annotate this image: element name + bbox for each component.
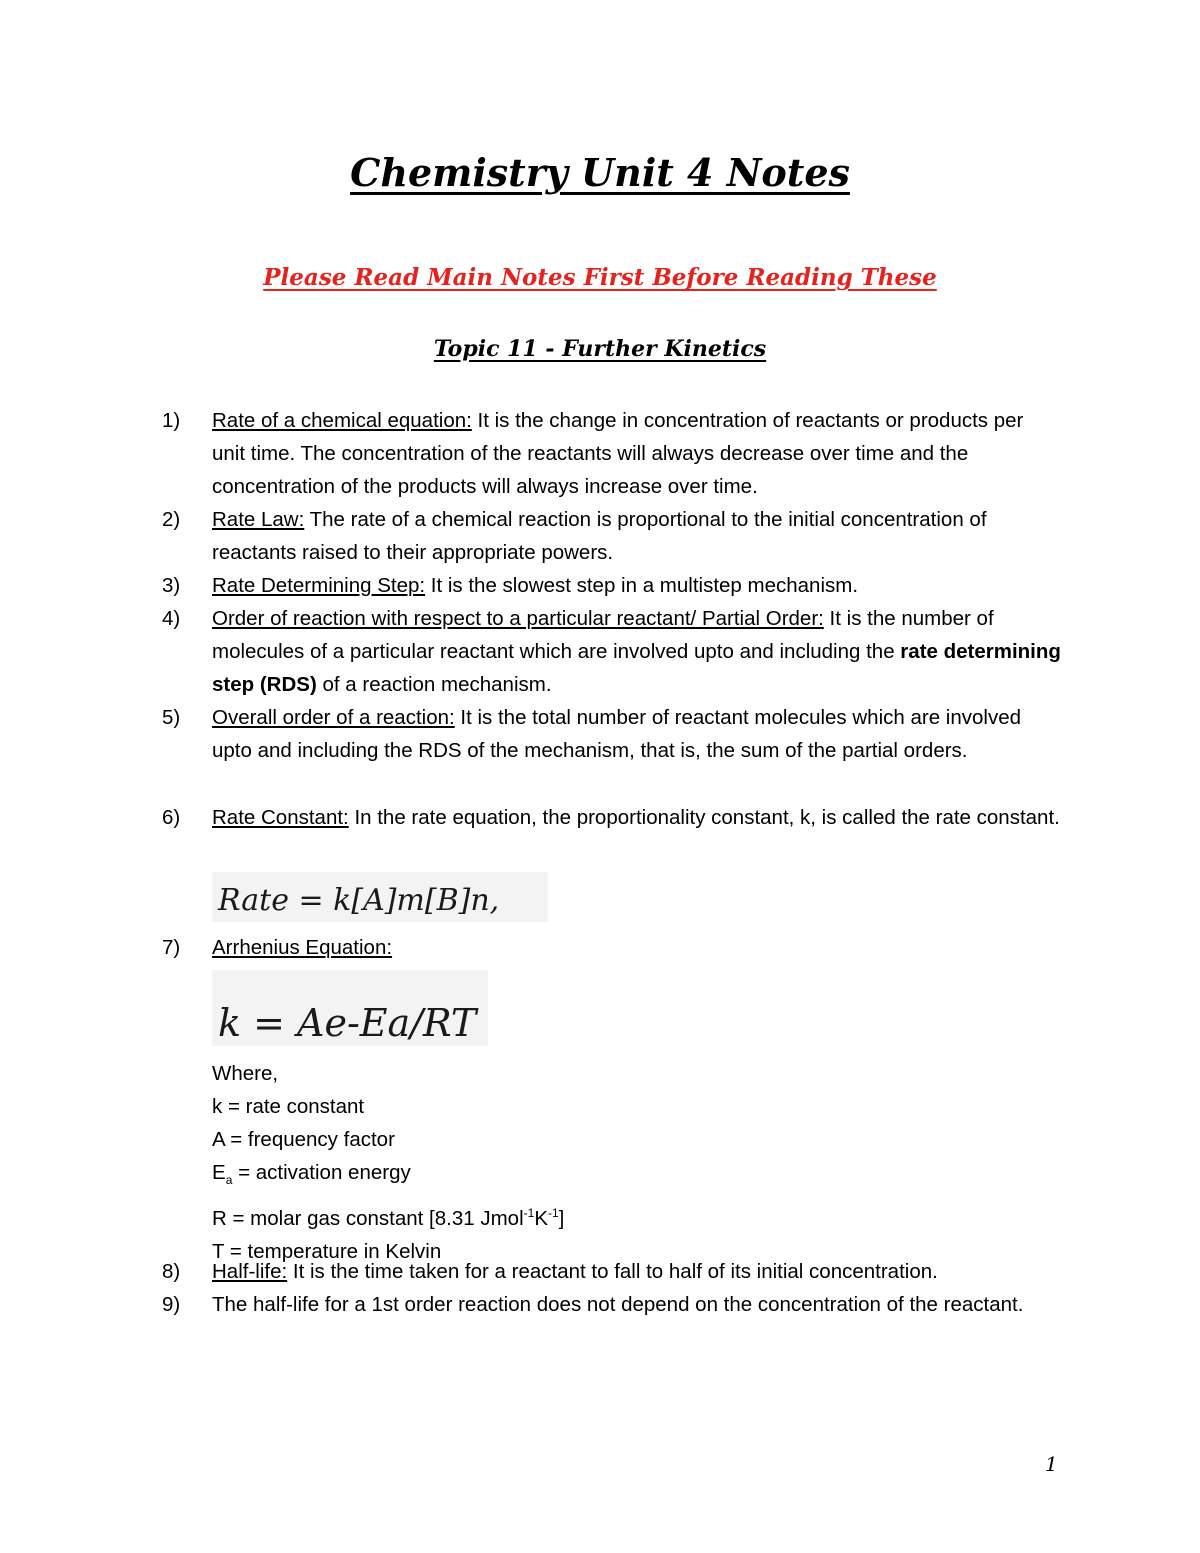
item-text: It is the total number of reactant molecules which are involved upto and including the RDS of the mechanism, that is, the sum of the partial orders. xyxy=(212,706,1022,762)
item-text: The rate of a chemical reaction is proportional to the initial concentration of reactants raised to their appropriate powers. xyxy=(212,508,987,564)
list-item xyxy=(162,404,1062,503)
arrhenius-equation-image xyxy=(212,970,488,1046)
item-number: 3) xyxy=(162,574,181,597)
definition-R: R = molar gas constant [8.31 $Jmol^{-1}K^{-1}$] xyxy=(212,1206,565,1230)
page-title: Chemistry Unit 4 Notes xyxy=(350,150,850,195)
item-number: 9) xyxy=(162,1293,181,1316)
variable-definitions xyxy=(212,1057,564,1268)
list-item xyxy=(162,1288,1062,1321)
where-heading: Where, xyxy=(212,1062,279,1085)
rate-equation-text: Rate = k[A]m[B]n, xyxy=(218,883,500,918)
item-term: Overall order of a reaction: xyxy=(212,706,455,729)
item-text: The half-life for a 1st order reaction does not depend on the concentration of the reactant. xyxy=(212,1293,1024,1316)
item-number: 5) xyxy=(162,706,181,729)
list-item xyxy=(162,801,1062,834)
item-number: 7) xyxy=(162,936,181,959)
item-term: Rate Determining Step: xyxy=(212,574,426,597)
list-item xyxy=(162,503,1062,569)
item-text: It is the number of molecules of a particular reactant which are involved upto and including the xyxy=(212,607,994,663)
list-item xyxy=(162,931,1062,964)
item-number: 4) xyxy=(162,607,181,630)
list-item xyxy=(162,569,1062,602)
item-text: It is the time taken for a reactant to fall to half of its initial concentration. xyxy=(287,1260,938,1283)
list-item xyxy=(162,602,1062,701)
definition-Ea: $E_a$ = activation energy xyxy=(212,1161,411,1188)
definition-A: A = frequency factor xyxy=(212,1128,395,1151)
item-term: Order of reaction with respect to a particular reactant/ Partial Order: xyxy=(212,607,824,630)
item-text: of a reaction mechanism. xyxy=(316,673,552,696)
item-bold-text: rate determining step (RDS) xyxy=(212,640,1061,696)
list-item xyxy=(162,1255,1062,1288)
item-text: It is the change in concentration of reactants or products per unit time. The concentration of the reactants will always decrease over time and the concentration of the products will always increase over time. xyxy=(212,409,1024,498)
item-term: Rate Constant: xyxy=(212,806,349,829)
item-number: 2) xyxy=(162,508,181,531)
item-term: Rate Law: xyxy=(212,508,305,531)
item-term: Rate of a chemical equation: xyxy=(212,409,472,432)
item-number: 1) xyxy=(162,409,181,432)
topic-heading: Topic 11 - Further Kinetics xyxy=(433,336,767,362)
arrhenius-equation-text: k = Ae-Ea/RT xyxy=(218,1001,477,1045)
item-number: 6) xyxy=(162,806,181,829)
definition-k: k = rate constant xyxy=(212,1095,365,1118)
item-text: It is the slowest step in a multistep mechanism. xyxy=(425,574,859,597)
page-number: 1 xyxy=(1045,1452,1058,1476)
list-item xyxy=(162,701,1062,767)
item-text: In the rate equation, the proportionality constant, k, is called the rate constant. xyxy=(348,806,1060,829)
rate-equation-image xyxy=(212,872,548,922)
item-term: Half-life: xyxy=(212,1260,288,1283)
page-subtitle: Please Read Main Notes First Before Reading These xyxy=(263,264,937,291)
item-term: Arrhenius Equation: xyxy=(212,936,393,959)
definition-T: T = temperature in Kelvin xyxy=(212,1239,442,1263)
item-number: 8) xyxy=(162,1260,181,1283)
